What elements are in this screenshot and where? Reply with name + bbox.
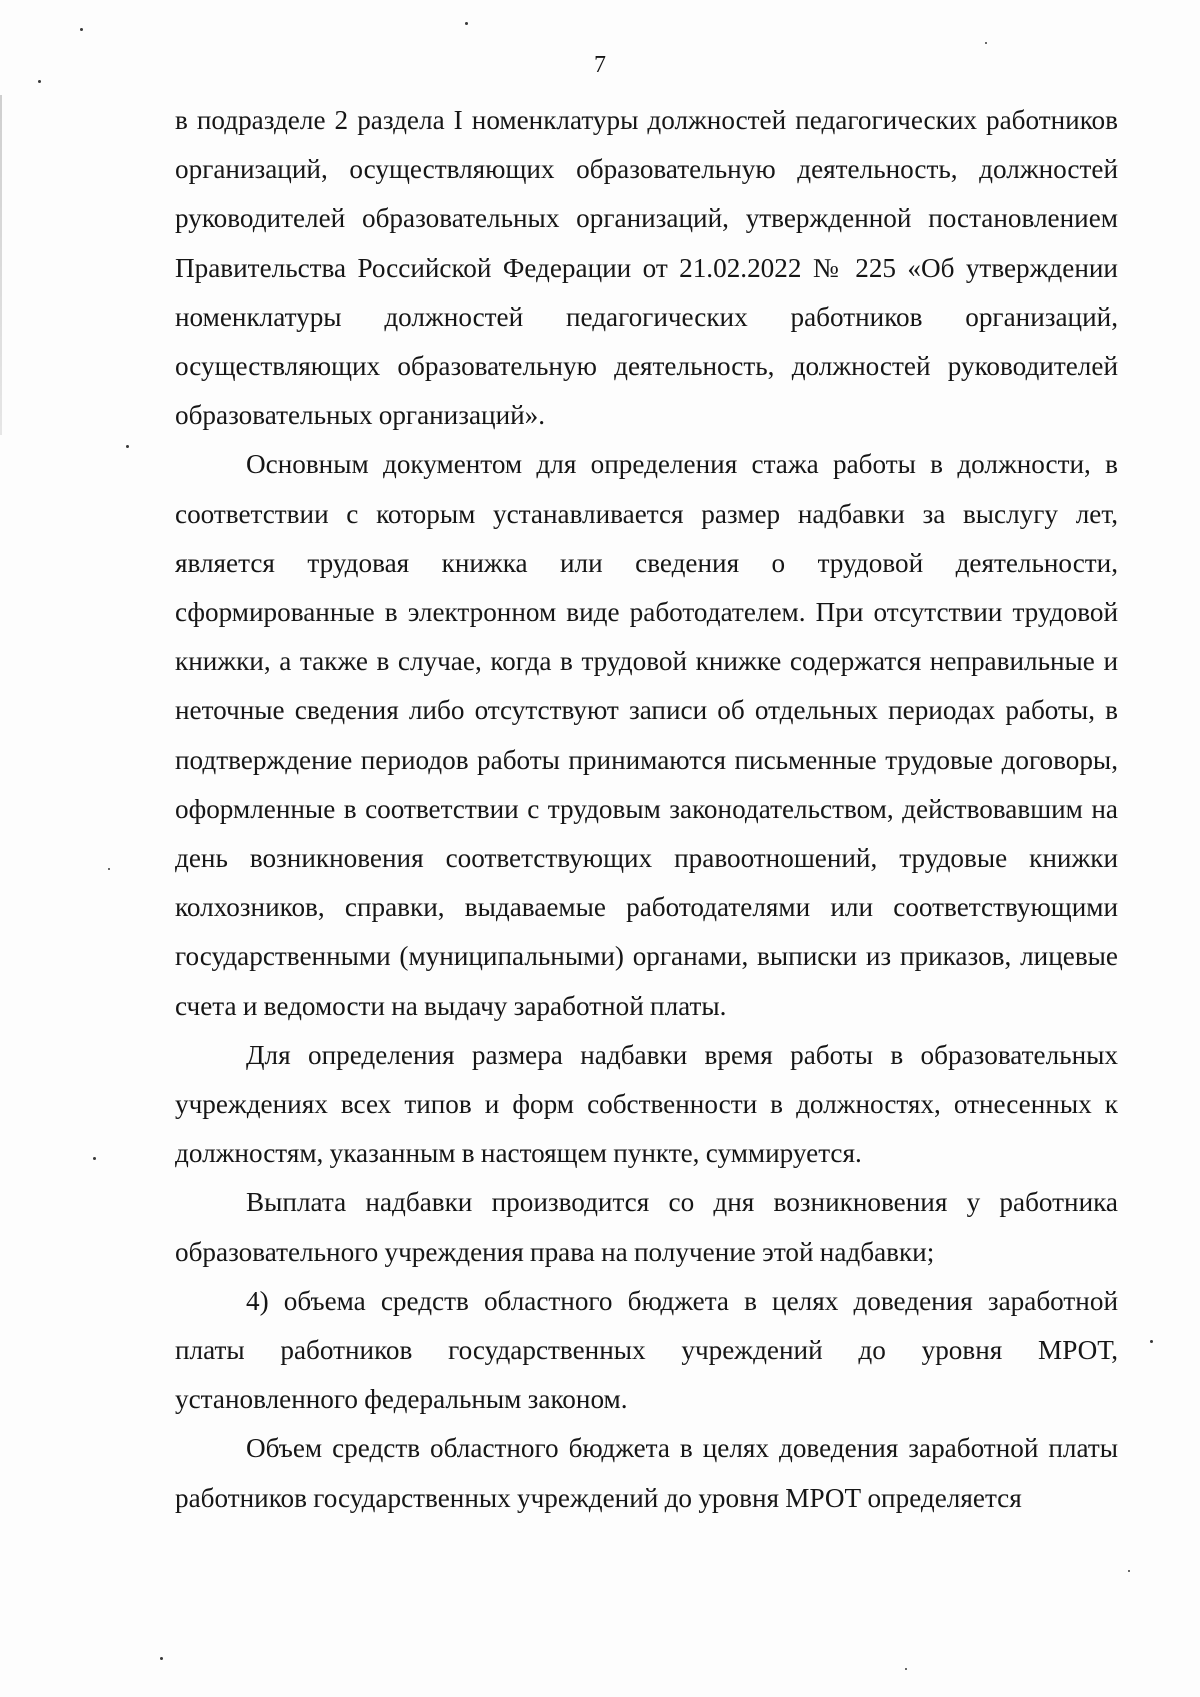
paragraph-6: Объем средств областного бюджета в целях доведения заработной платы работников государственных учреждений до уровня МРОТ определяется [175, 1433, 1118, 1513]
scan-speck [985, 42, 987, 44]
paragraph-4: Выплата надбавки производится со дня возникновения у работника образовательного учреждения права на получение этой надбавки; [175, 1187, 1118, 1267]
scan-speck [905, 1668, 907, 1670]
scan-speck [108, 868, 110, 870]
document-body [175, 96, 1118, 1523]
scan-speck [160, 1657, 163, 1660]
page-number: 7 [594, 52, 606, 78]
paragraph-3: Для определения размера надбавки время работы в образовательных учреждениях всех типов и форм собственности в должностях, отнесенных к должностям, указанным в настоящем пункте, суммируется. [175, 1039, 1118, 1169]
scan-speck [80, 28, 83, 31]
scan-speck [93, 1157, 96, 1160]
scan-edge-shadow [0, 95, 2, 435]
scan-speck [126, 445, 129, 448]
paragraph-1: в подразделе 2 раздела I номенклатуры должностей педагогических работников организаций, осуществляющих образовательную деятельность, должностей руководителей образовательных организаций, утвержденной постановлением Правительства Российской Федерации от 21.02.2022 № 225 «Об утверждении номенклатуры должностей педагогических работников организаций, осуществляющих образовательную деятельность, должностей руководителей образовательных организаций». [175, 105, 1118, 431]
scan-speck [1150, 1340, 1153, 1343]
paragraph-2: Основным документом для определения стажа работы в должности, в соответствии с которым устанавливается размер надбавки за выслугу лет, является трудовая книжка или сведения о трудовой деятельности, сформированные в электронном виде работодателем. При отсутствии трудовой книжки, а также в случае, когда в трудовой книжке содержатся неправильные и неточные сведения либо отсутствуют записи об отдельных периодах работы, в подтверждение периодов работы принимаются письменные трудовые договоры, оформленные в соответствии с трудовым законодательством, действовавшим на день возникновения соответствующих правоотношений, трудовые книжки колхозников, справки, выдаваемые работодателями или соответствующими государственными (муниципальными) органами, выписки из приказов, лицевые счета и ведомости на выдачу заработной платы. [175, 449, 1118, 1021]
scan-speck [465, 22, 468, 25]
scan-speck [1128, 1570, 1130, 1572]
paragraph-5: 4) объема средств областного бюджета в целях доведения заработной платы работников государственных учреждений до уровня МРОТ, установленного федеральным законом. [175, 1285, 1118, 1415]
scan-speck [38, 80, 41, 83]
